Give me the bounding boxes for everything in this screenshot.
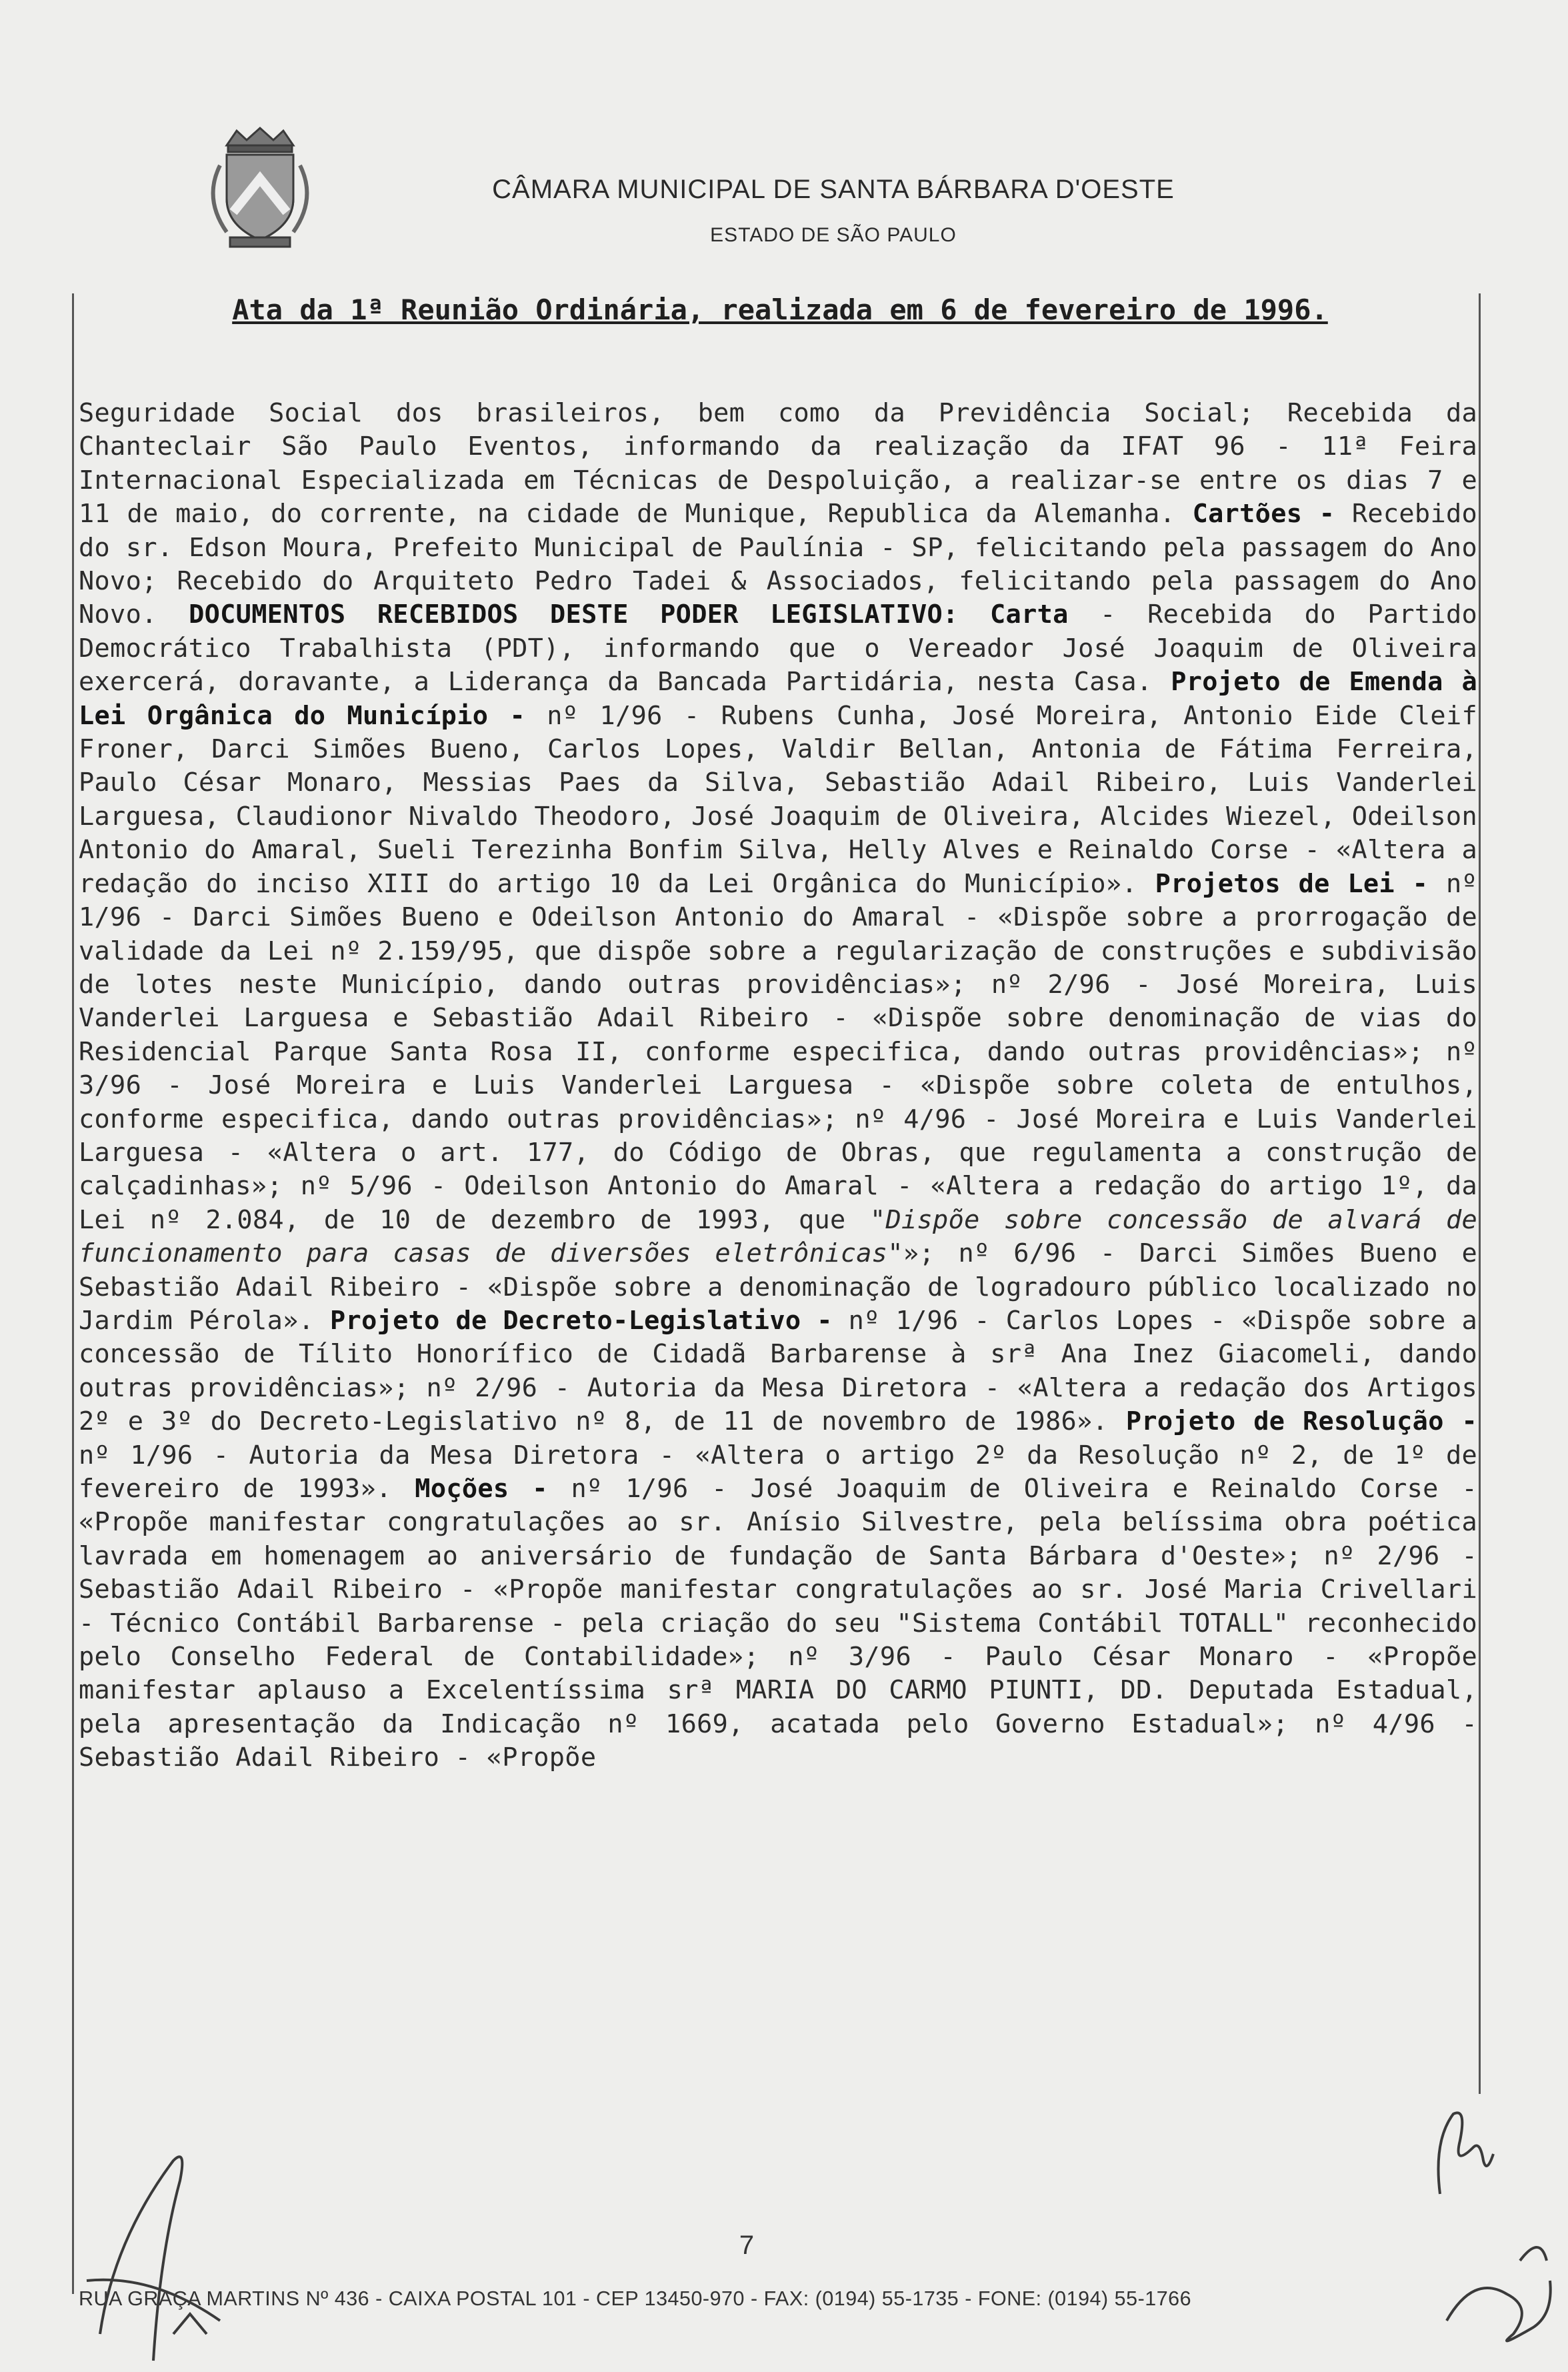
minutes-title: Ata da 1ª Reunião Ordinária, realizada em 6 de fevereiro de 1996. <box>232 293 1328 326</box>
section-heading: Projeto de Emenda à Lei Orgânica do Município - <box>79 667 1477 731</box>
body-text: Recebido do sr. Edson Moura, Prefeito Municipal de Paulínia - SP, felicitando pela passagem do Ano Novo; Recebido do Arquiteto Pedro Tadei & Associados, felicitando pela passagem do Ano Novo. <box>79 499 1478 630</box>
section-heading: Projetos de Lei - <box>1155 868 1429 899</box>
body-text: - Recebida do Partido Democrático Trabalhista (PDT), informando que o Vereador José Joaquim de Oliveira exercerá, doravante, a Liderança da Bancada Partidária, nesta Casa. <box>79 600 1477 698</box>
left-margin-line <box>72 293 74 2294</box>
minutes-body <box>79 397 1477 1775</box>
body-text: »; nº 6/96 - Darci Simões Bueno e Sebastião Adail Ribeiro - «Dispõe sobre a denominação de logradouro público localizado no Jardim Pérola». <box>79 1238 1477 1336</box>
signature-left-icon <box>73 2121 247 2372</box>
body-text: nº 1/96 - José Joaquim de Oliveira e Reinaldo Corse - «Propõe manifestar congratulações ao sr. Anísio Silvestre, pela belíssima obra poética lavrada em homenagem ao aniversário de fundação de Santa Bárbara d'Oeste»; nº 2/96 - Sebastião Adail Ribeiro - «Propõe manifestar congratulações ao sr. José Maria Crivellari - Técnico Contábil Barbarense - pela criação do seu "Sistema Contábil TOTALL" reconhecido pelo Conselho Federal de Contabilidade»; nº 3/96 - Paulo César Monaro - «Propõe manifestar aplauso a Excelentíssima srª MARIA DO CARMO PIUNTI, DD. Deputada Estadual, pela apresentação da Indicação nº 1669, acatada pelo Governo Estadual»; nº 4/96 - Sebastião Adail Ribeiro - «Propõe <box>79 1474 1477 1773</box>
section-heading: Projeto de Resolução - <box>1125 1406 1477 1437</box>
right-margin-line <box>1479 293 1481 2094</box>
body-text: nº 1/96 - Carlos Lopes - «Dispõe sobre a concessão de Tílito Honorífico de Cidadã Barbarense à srª Ana Inez Giacomeli, dando outras providências»; nº 2/96 - Autoria da Mesa Diretora - «Altera a redação dos Artigos 2º e 3º do Decreto-Legislativo nº 8, de 11 de novembro de 1986». <box>79 1305 1477 1437</box>
quoted-italic-text: "Dispõe sobre concessão de alvará de funcionamento para casas de diversões eletrônicas" <box>79 1204 1477 1269</box>
section-heading: Moções - <box>415 1474 548 1504</box>
body-text: Seguridade Social dos brasileiros, bem como da Previdência Social; Recebida da Chanteclair São Paulo Eventos, informando da realização da IFAT 96 - 11ª Feira Internacional Especializada em Técnicas de Despoluição, a realizar-se entre os dias 7 e 11 de maio, do corrente, na cidade de Munique, Republica da Alemanha. <box>79 398 1477 529</box>
section-heading: Cartões - <box>1192 499 1335 529</box>
body-text: nº 1/96 - Autoria da Mesa Diretora - «Altera o artigo 2º da Resolução nº 2, de 1º de fevereiro de 1993». <box>79 1440 1477 1504</box>
signature-bottom-right-icon <box>1433 2221 1567 2354</box>
body-text: nº 1/96 - Darci Simões Bueno e Odeilson Antonio do Amaral - «Dispõe sobre a prorrogação de validade da Lei nº 2.159/95, que dispõe sobre a regularização de construções e subdivisão de lotes neste Município, dando outras providências»; nº 2/96 - José Moreira, Luis Vanderlei Larguesa e Sebastião Adail Ribeiro - «Dispõe sobre denominação de vias do Residencial Parque Santa Rosa II, conforme especifica, dando outras providências»; nº 3/96 - José Moreira e Luis Vanderlei Larguesa - «Dispõe sobre coleta de entulhos, conforme especifica, dando outras providências»; nº 4/96 - José Moreira e Luis Vanderlei Larguesa - «Altera o art. 177, do Código de Obras, que regulamenta a construção de calçadinhas»; nº 5/96 - Odeilson Antonio do Amaral - «Altera a redação do artigo 1º, da Lei nº 2.084, de 10 de dezembro de 1993, que <box>79 868 1477 1235</box>
state-name: ESTADO DE SÃO PAULO <box>710 224 957 246</box>
section-heading: DOCUMENTOS RECEBIDOS DESTE PODER LEGISLATIVO: Carta <box>189 600 1069 630</box>
body-text: nº 1/96 - Rubens Cunha, José Moreira, Antonio Eide Cleif Froner, Darci Simões Bueno, Carlos Lopes, Valdir Bellan, Antonia de Fátima Ferreira, Paulo César Monaro, Messias Paes da Silva, Sebastião Adail Ribeiro, Luis Vanderlei Larguesa, Claudionor Nivaldo Theodoro, José Joaquim de Oliveira, Alcides Wiezel, Odeilson Antonio do Amaral, Sueli Terezinha Bonfim Silva, Helly Alves e Reinaldo Corse - «Altera a redação do inciso XIII do artigo 10 da Lei Orgânica do Município». <box>79 700 1478 899</box>
signature-right-icon <box>1420 2101 1500 2207</box>
page-number: 7 <box>739 2231 755 2260</box>
section-heading: Projeto de Decreto-Legislativo - <box>330 1305 833 1336</box>
coat-of-arms-icon <box>200 125 320 252</box>
footer-address: RUA GRAÇA MARTINS Nº 436 - CAIXA POSTAL 101 - CEP 13450-970 - FAX: (0194) 55-1735 - FONE: (0194) 55-1766 <box>79 2287 1192 2310</box>
organization-name: CÂMARA MUNICIPAL DE SANTA BÁRBARA D'OESTE <box>492 175 1175 204</box>
